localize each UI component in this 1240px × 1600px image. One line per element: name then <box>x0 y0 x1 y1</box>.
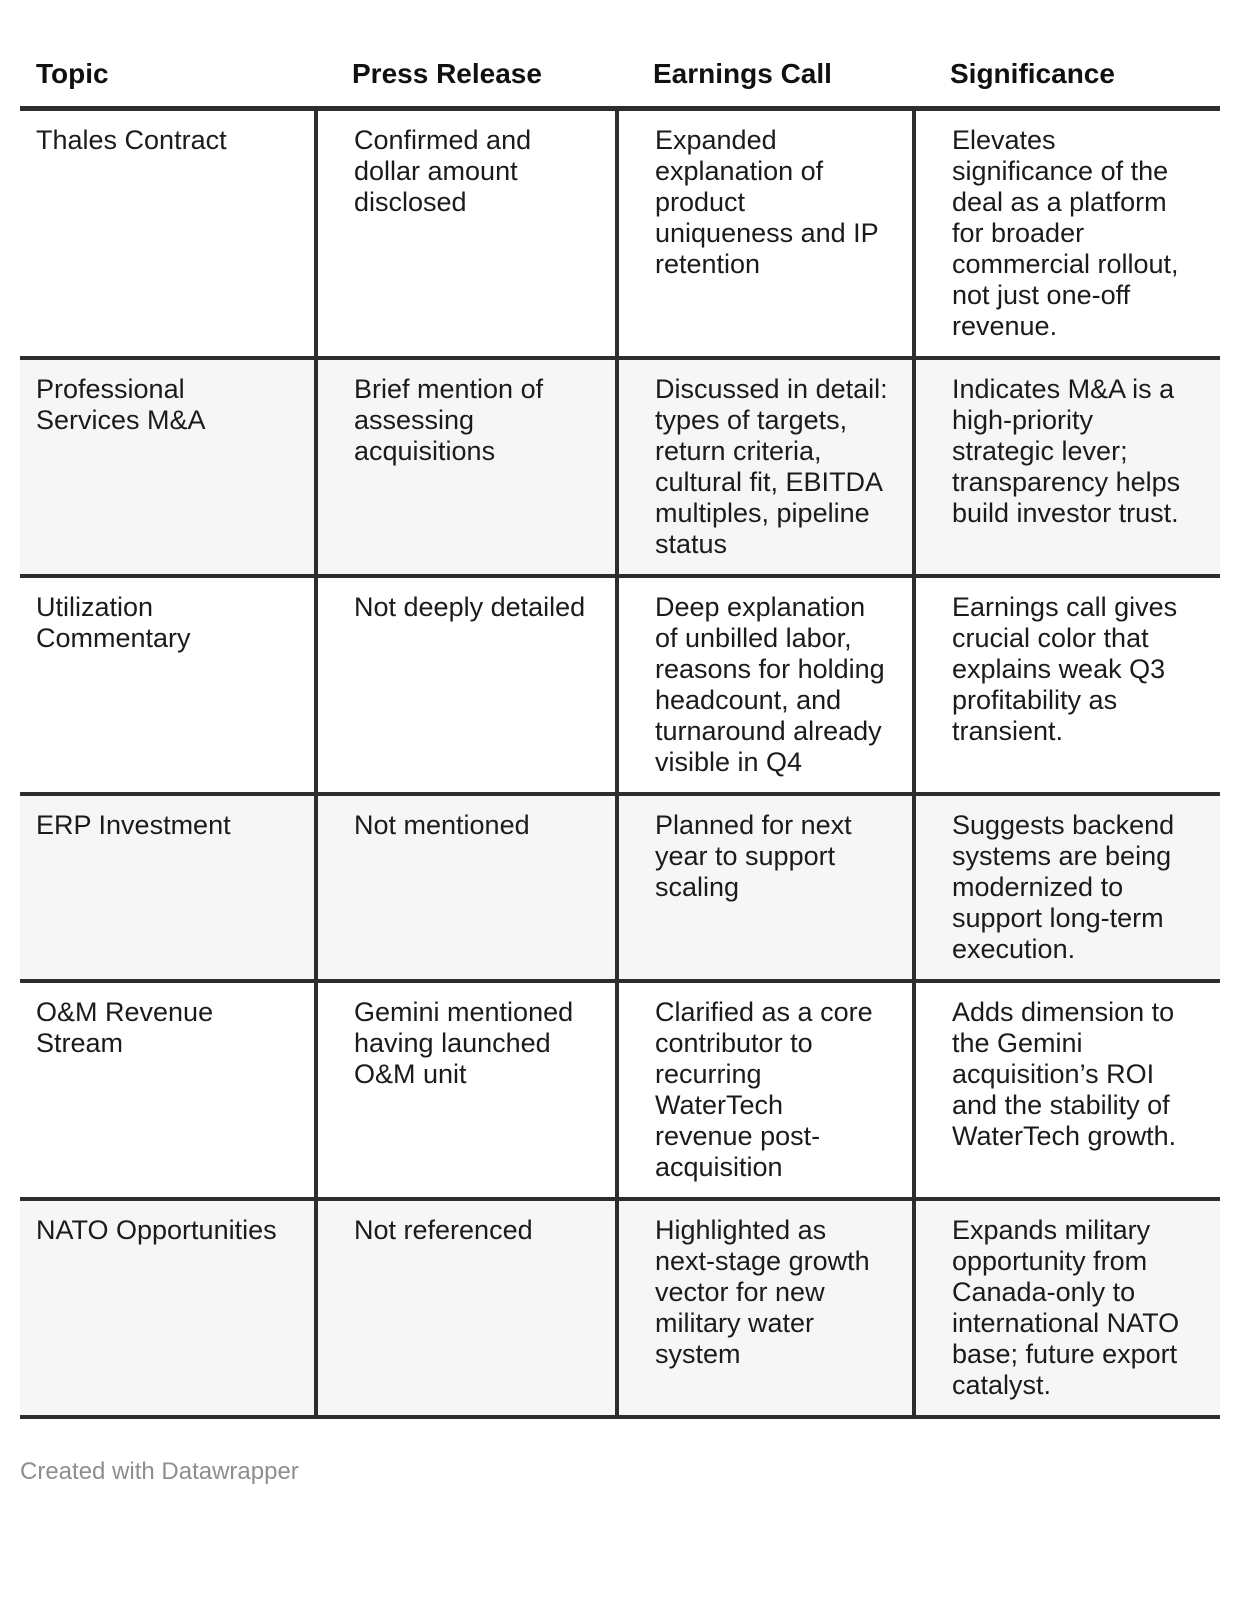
table-row <box>20 1199 1220 1417</box>
table-body <box>20 109 1220 1418</box>
table-row <box>20 794 1220 981</box>
column-header-significance: Significance <box>914 36 1220 109</box>
header-row <box>20 36 1220 109</box>
table-row <box>20 358 1220 576</box>
table-row <box>20 109 1220 359</box>
topic-cell: NATO Opportunities <box>20 1199 316 1417</box>
comparison-table <box>20 36 1220 1419</box>
significance-cell: Indicates M&A is a high-priority strategic lever; transparency helps build investor trust. <box>914 358 1220 576</box>
press-release-cell: Not referenced <box>316 1199 617 1417</box>
topic-cell: Thales Contract <box>20 109 316 359</box>
earnings-call-cell: Planned for next year to support scaling <box>617 794 914 981</box>
earnings-call-cell: Discussed in detail: types of targets, return criteria, cultural fit, EBITDA multiples, pipeline status <box>617 358 914 576</box>
earnings-call-cell: Highlighted as next-stage growth vector for new military water system <box>617 1199 914 1417</box>
column-header-earnings-call: Earnings Call <box>617 36 914 109</box>
press-release-cell: Not deeply detailed <box>316 576 617 794</box>
table-row <box>20 576 1220 794</box>
column-header-press-release: Press Release <box>316 36 617 109</box>
earnings-call-cell: Deep explanation of unbilled labor, reasons for holding headcount, and turnaround already visible in Q4 <box>617 576 914 794</box>
press-release-cell: Confirmed and dollar amount disclosed <box>316 109 617 359</box>
significance-cell: Elevates significance of the deal as a platform for broader commercial rollout, not just one-off revenue. <box>914 109 1220 359</box>
significance-cell: Earnings call gives crucial color that explains weak Q3 profitability as transient. <box>914 576 1220 794</box>
press-release-cell: Gemini mentioned having launched O&M unit <box>316 981 617 1199</box>
column-header-topic: Topic <box>20 36 316 109</box>
earnings-call-cell: Clarified as a core contributor to recurring WaterTech revenue post-acquisition <box>617 981 914 1199</box>
significance-cell: Suggests backend systems are being modernized to support long-term execution. <box>914 794 1220 981</box>
significance-cell: Adds dimension to the Gemini acquisition’s ROI and the stability of WaterTech growth. <box>914 981 1220 1199</box>
datawrapper-credit: Created with Datawrapper <box>20 1458 299 1485</box>
topic-cell: Professional Services M&A <box>20 358 316 576</box>
press-release-cell: Not mentioned <box>316 794 617 981</box>
table-header <box>20 36 1220 109</box>
topic-cell: O&M Revenue Stream <box>20 981 316 1199</box>
table-row <box>20 981 1220 1199</box>
press-release-cell: Brief mention of assessing acquisitions <box>316 358 617 576</box>
topic-cell: Utilization Commentary <box>20 576 316 794</box>
earnings-call-cell: Expanded explanation of product uniqueness and IP retention <box>617 109 914 359</box>
topic-cell: ERP Investment <box>20 794 316 981</box>
significance-cell: Expands military opportunity from Canada-only to international NATO base; future export catalyst. <box>914 1199 1220 1417</box>
